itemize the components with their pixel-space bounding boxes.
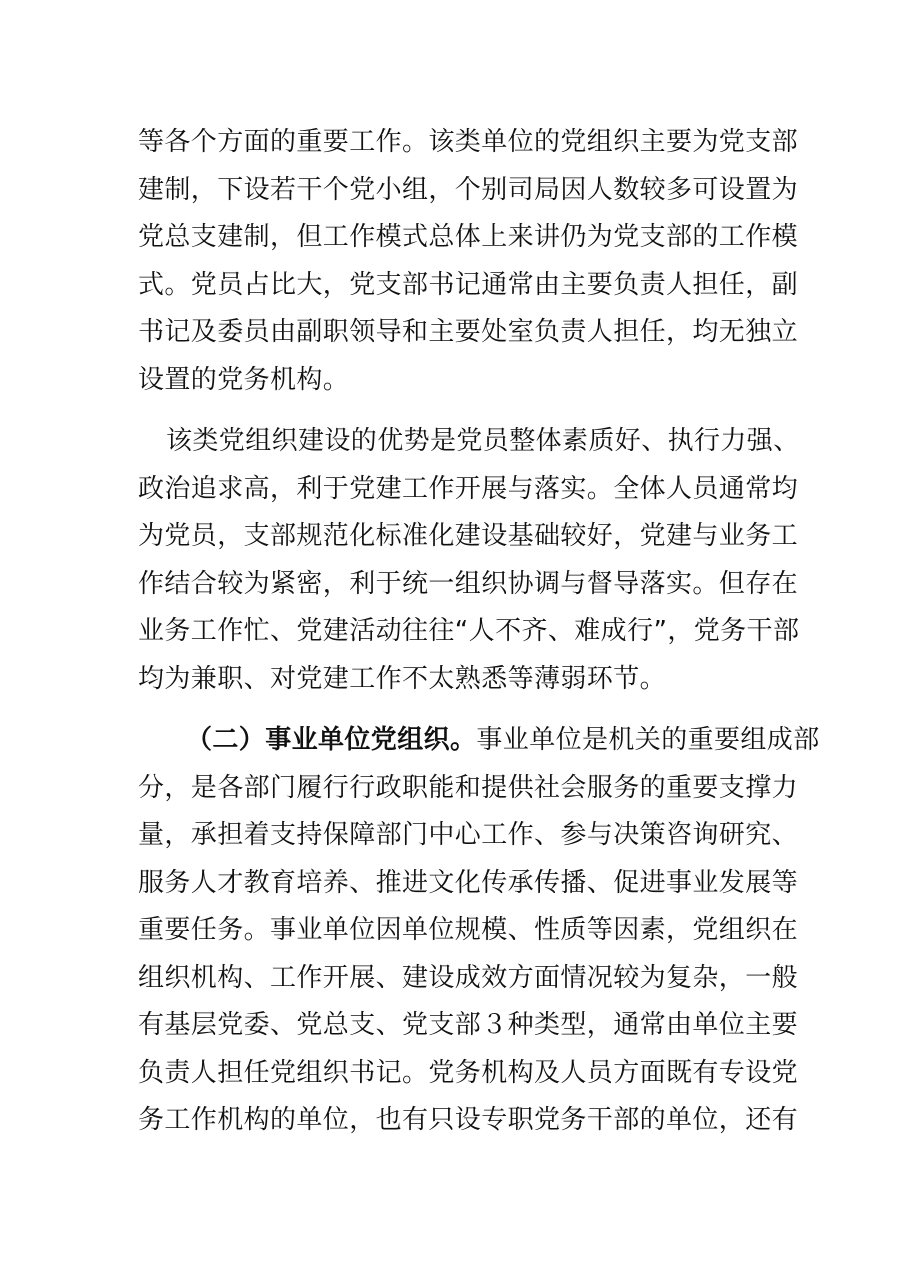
paragraph-line: 重要任务。事业单位因单位规模、性质等因素，党组织在 (138, 915, 799, 945)
paragraph-line: 政治追求高，利于党建工作开展与落实。全体人员通常均 (138, 473, 799, 504)
paragraph-line: 业务工作忙、党建活动往往“人不齐、难成行”，党务干部 (138, 616, 800, 646)
paragraph-line: 作结合较为紧密，利于统一组织协调与督导落实。但存在 (138, 568, 799, 599)
paragraph-line: 组织机构、工作开展、建设成效方面情况较为复杂，一般 (138, 962, 799, 993)
paragraph-line: 负责人担任党组织书记。党务机构及人员方面既有专设党 (138, 1057, 799, 1088)
paragraph-line: 书记及委员由副职领导和主要处室负责人担任，均无独立 (138, 317, 799, 347)
paragraph-line: 建制，下设若干个党小组，个别司局因人数较多可设置为 (138, 174, 799, 205)
paragraph-1 (138, 119, 799, 404)
paragraph-line: 该类党组织建设的优势是党员整体素质好、执行力强、 (166, 426, 800, 456)
paragraph-line: 式。党员占比大，党支部书记通常由主要负责人担任，副 (138, 269, 799, 300)
section-heading: （二）事业单位党组织。 (186, 725, 477, 755)
paragraph-line: 党总支建制，但工作模式总体上来讲仍为党支部的工作模 (138, 222, 799, 252)
paragraph-line: 设置的党务机构。 (138, 364, 350, 395)
paragraph-line: 为党员，支部规范化标准化建设基础较好，党建与业务工 (138, 521, 799, 551)
paragraph-line: 服务人才教育培养、推进文化传承传播、促进事业发展等 (138, 867, 799, 898)
paragraph-line: 有基层党委、党总支、党支部３种类型，通常由单位主要 (138, 1010, 799, 1040)
paragraph-2 (138, 418, 800, 703)
paragraph-line-text: 事业单位是机关的重要组成部 (476, 725, 820, 755)
paragraph-line: 务工作机构的单位，也有只设专职党务干部的单位，还有 (138, 1105, 799, 1135)
paragraph-line: 分，是各部门履行行政职能和提供社会服务的重要支撑力 (138, 772, 799, 803)
paragraph-line: 等各个方面的重要工作。该类单位的党组织主要为党支部 (138, 127, 799, 157)
paragraph-line: 均为兼职、对党建工作不太熟悉等薄弱环节。 (138, 663, 667, 694)
paragraph-3 (138, 717, 820, 1145)
paragraph-first-line (138, 717, 820, 765)
paragraph-line: 量，承担着支持保障部门中心工作、参与决策咨询研究、 (138, 820, 799, 850)
